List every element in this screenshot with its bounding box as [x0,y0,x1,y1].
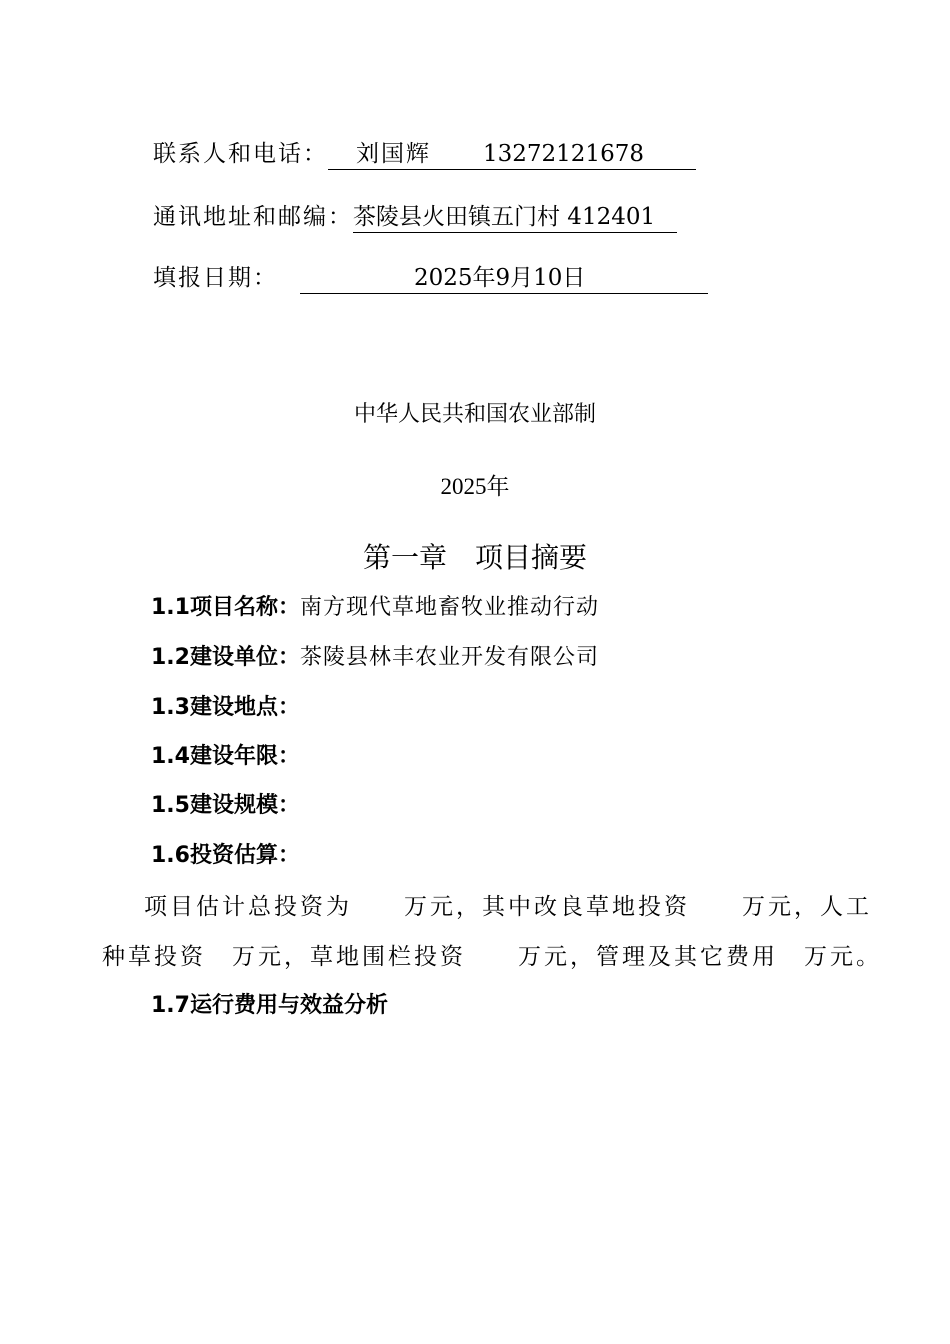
item-1-5 [151,788,300,819]
chapter-title: 第一章 项目摘要 [362,541,587,574]
item-label: 建设单位： [189,645,300,670]
item-1-1 [151,590,599,621]
investment-line-2: 种草投资 万元，草地围栏投资 万元，管理及其它费用 万元。 [102,944,882,970]
address-line [153,198,677,233]
date-value: 2025年9月10日 [300,263,708,294]
date-label: 填报日期： [153,265,278,291]
item-label: 建设年限： [189,744,300,769]
item-number: 1.5 [151,793,190,818]
address-label: 通讯地址和邮编： [153,204,353,230]
contact-label: 联系人和电话： [153,141,328,167]
item-label: 建设地点： [189,695,300,720]
item-1-6 [151,838,300,869]
contact-name: 刘国辉 [356,141,431,167]
address-value: 茶陵县火田镇五门村 412401 [353,202,677,233]
contact-line [153,135,696,170]
item-number: 1.4 [151,744,190,769]
contact-phone: 13272121678 [483,141,644,167]
item-value: 南方现代草地畜牧业推动行动 [300,595,600,620]
item-label: 项目名称： [189,595,300,620]
item-1-2 [151,640,599,671]
item-label: 投资估算： [189,843,300,868]
item-1-3 [151,690,300,721]
item-label: 运行费用与效益分析 [189,993,388,1018]
item-value: 茶陵县林丰农业开发有限公司 [300,645,600,670]
issuer: 中华人民共和国农业部制 [353,402,596,427]
date-line [153,259,708,294]
year: 2025年 [440,474,510,499]
item-1-7 [151,988,388,1019]
item-number: 1.2 [151,645,190,670]
item-number: 1.7 [151,993,190,1018]
contact-value [328,139,696,170]
item-number: 1.6 [151,843,190,868]
item-1-4 [151,739,300,770]
item-label: 建设规模： [189,793,300,818]
item-number: 1.1 [151,595,190,620]
item-number: 1.3 [151,695,190,720]
investment-line-1: 项目估计总投资为 万元，其中改良草地投资 万元，人工 [144,894,872,920]
